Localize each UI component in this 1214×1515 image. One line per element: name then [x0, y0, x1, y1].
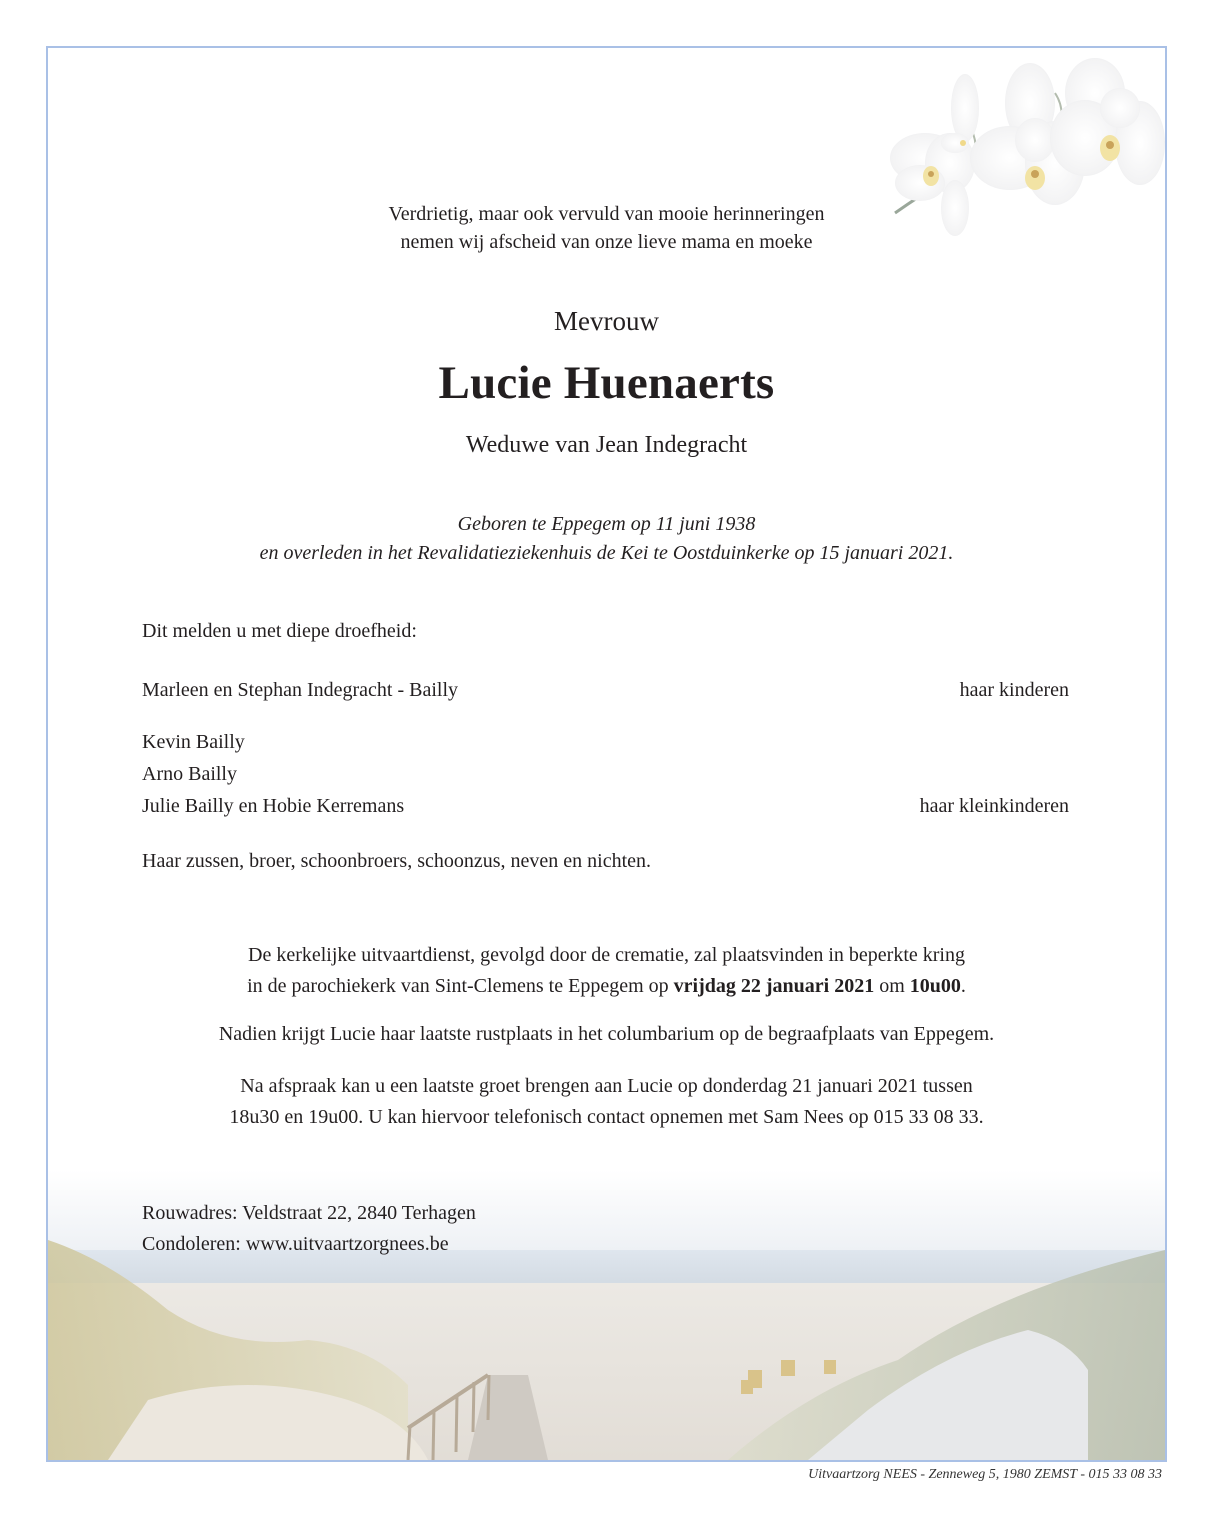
- ceremony-location: in de parochiekerk van Sint-Clemens te Eppegem op: [247, 975, 674, 997]
- ceremony-line-2: [48, 971, 1165, 1002]
- contact-info: [142, 1198, 476, 1260]
- orchid-flower-image: [855, 48, 1165, 268]
- ceremony-line-1: De kerkelijke uitvaartdienst, gevolgd door de crematie, zal plaatsvinden in beperkte kring: [248, 944, 965, 966]
- intro-line-1: Verdrietig, maar ook vervuld van mooie herinneringen: [388, 203, 825, 225]
- list-item: [142, 726, 1069, 758]
- resting-place-info: Nadien krijgt Lucie haar laatste rustplaats in het columbarium op de begraafplaats van Eppegem.: [218, 1023, 995, 1045]
- deceased-title: Mevrouw: [554, 306, 659, 336]
- mourners-announcement: Dit melden u met diepe droefheid:: [142, 620, 417, 642]
- visitation-line-1: Na afspraak kan u een laatste groet brengen aan Lucie op donderdag 21 januari 2021 tussen: [240, 1075, 973, 1097]
- birth-info: Geboren te Eppegem op 11 juni 1938: [457, 513, 756, 535]
- grandchild-name: Kevin Bailly: [142, 731, 245, 753]
- death-info: en overleden in het Revalidatieziekenhuis de Kei te Oostduinkerke op 15 januari 2021.: [259, 542, 954, 564]
- other-relatives: Haar zussen, broer, schoonbroers, schoonzus, neven en nichten.: [142, 850, 652, 872]
- visitation-info: [48, 1071, 1165, 1133]
- funeral-home-footer: Uitvaartzorg NEES - Zenneweg 5, 1980 ZEMST - 015 33 08 33: [808, 1467, 1162, 1482]
- children-relation: haar kinderen: [959, 679, 1069, 701]
- condolences-line: [142, 1229, 476, 1260]
- intro-line-2: nemen wij afscheid van onze lieve mama en moeke: [400, 231, 813, 253]
- list-item: [142, 674, 1069, 706]
- ceremony-time: 10u00: [909, 975, 961, 997]
- mourning-address: Rouwadres: Veldstraat 22, 2840 Terhagen: [142, 1202, 476, 1224]
- grandchild-name: Arno Bailly: [142, 763, 237, 785]
- visitation-line-2: 18u30 en 19u00. U kan hiervoor telefonisch contact opnemen met Sam Nees op 015 33 08 33.: [229, 1106, 984, 1128]
- children-section: [142, 674, 1069, 706]
- ceremony-period: .: [960, 975, 966, 997]
- deceased-spouse: Weduwe van Jean Indegracht: [465, 432, 748, 458]
- life-dates: [48, 510, 1165, 568]
- obituary-card: [46, 46, 1167, 1462]
- deceased-name: Lucie Huenaerts: [438, 357, 775, 409]
- list-item: [142, 790, 1069, 822]
- list-item: [142, 758, 1069, 790]
- grandchildren-relation: haar kleinkinderen: [919, 795, 1069, 817]
- condolences-link[interactable]: www.uitvaartzorgnees.be: [245, 1233, 449, 1255]
- children-names: Marleen en Stephan Indegracht - Bailly: [142, 679, 458, 701]
- grandchild-name: Julie Bailly en Hobie Kerremans: [142, 795, 405, 817]
- grandchildren-section: [142, 726, 1069, 822]
- ceremony-om: om: [874, 975, 910, 997]
- ceremony-date: vrijdag 22 januari 2021: [673, 975, 875, 997]
- ceremony-info: [48, 940, 1165, 1002]
- condolences-label: Condoleren:: [142, 1233, 246, 1255]
